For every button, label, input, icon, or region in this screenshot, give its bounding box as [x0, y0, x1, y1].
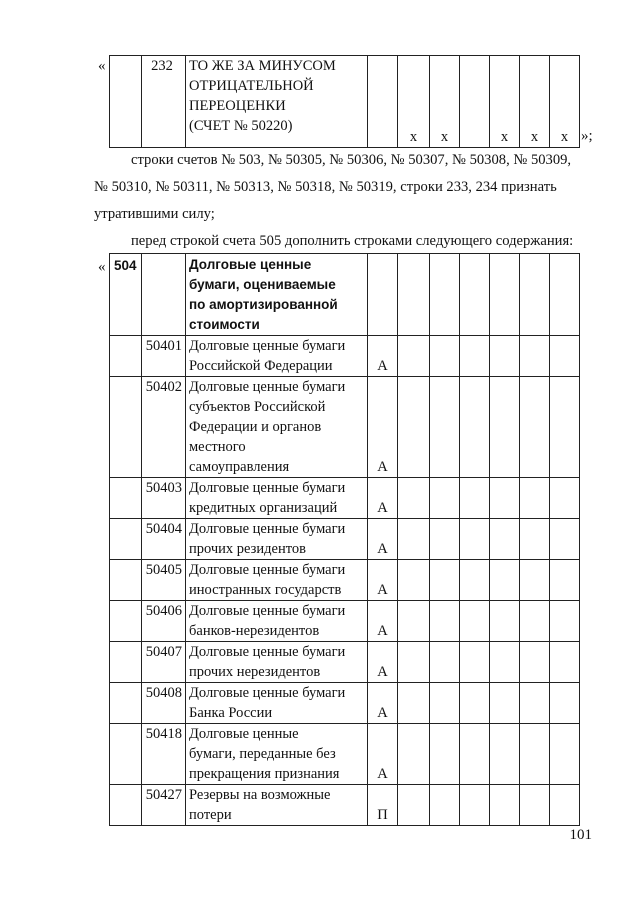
account-type: А [368, 601, 398, 642]
empty-cell [398, 519, 430, 560]
top-name-cell [186, 56, 368, 148]
empty-cell [398, 336, 430, 377]
top-table [109, 55, 580, 148]
row-empty-cell [110, 478, 142, 519]
table-row [110, 478, 580, 519]
empty-cell [520, 254, 550, 336]
empty-cell [520, 724, 550, 785]
row-empty-cell [110, 601, 142, 642]
empty-cell [460, 560, 490, 601]
table-row [110, 601, 580, 642]
account-name-line: самоуправления [189, 459, 290, 475]
account-type: А [368, 377, 398, 478]
empty-cell [550, 642, 580, 683]
main-table [109, 253, 580, 826]
paragraph-line: № 50310, № 50311, № 50313, № 50318, № 50319, строки 233, 234 признать [94, 179, 557, 195]
table-row [110, 724, 580, 785]
empty-cell [490, 519, 520, 560]
account-name-cell [186, 478, 368, 519]
account-code: 50407 [142, 642, 186, 683]
account-type: А [368, 560, 398, 601]
account-code: 50406 [142, 601, 186, 642]
empty-cell [430, 254, 460, 336]
empty-cell [398, 642, 430, 683]
close-quote-top: »; [581, 128, 593, 144]
account-name-cell [186, 785, 368, 826]
empty-cell [520, 560, 550, 601]
account-name-line: Долговые ценные [189, 726, 299, 742]
row-empty-cell [110, 519, 142, 560]
empty-cell [398, 724, 430, 785]
top-name-line: ТО ЖЕ ЗА МИНУСОМ [189, 58, 336, 74]
account-name-line: потери [189, 807, 232, 823]
empty-cell [430, 377, 460, 478]
open-quote-top: « [98, 58, 106, 74]
empty-cell [430, 683, 460, 724]
open-quote-main: « [98, 259, 106, 275]
account-code: 50418 [142, 724, 186, 785]
account-name-line: прекращения признания [189, 766, 340, 782]
top-cell: х [490, 56, 520, 148]
empty-cell [430, 785, 460, 826]
empty-cell [460, 724, 490, 785]
empty-cell [430, 601, 460, 642]
account-name-line: Банка России [189, 705, 273, 721]
page-number: 101 [569, 827, 592, 843]
header-name-line: стоимости [189, 317, 260, 332]
empty-cell [490, 478, 520, 519]
account-name-cell [186, 519, 368, 560]
empty-cell [520, 785, 550, 826]
empty-cell [520, 683, 550, 724]
account-name-cell [186, 642, 368, 683]
empty-cell [430, 642, 460, 683]
account-name-line: прочих резидентов [189, 541, 306, 557]
empty-cell [490, 336, 520, 377]
empty-cell [490, 642, 520, 683]
empty-cell [460, 642, 490, 683]
empty-cell [550, 478, 580, 519]
account-code: 50401 [142, 336, 186, 377]
header-empty-cell [142, 254, 186, 336]
header-type-cell [368, 254, 398, 336]
account-name-line: Долговые ценные бумаги [189, 521, 346, 537]
account-code: 50404 [142, 519, 186, 560]
table-row [110, 377, 580, 478]
account-code: 50408 [142, 683, 186, 724]
account-name-line: Долговые ценные бумаги [189, 379, 346, 395]
table-row [110, 519, 580, 560]
table-row [110, 336, 580, 377]
account-name-line: кредитных организаций [189, 500, 338, 516]
empty-cell [550, 601, 580, 642]
account-code: 50427 [142, 785, 186, 826]
empty-cell [430, 478, 460, 519]
account-name-line: Долговые ценные бумаги [189, 338, 346, 354]
account-name-line: прочих нерезидентов [189, 664, 321, 680]
account-name-line: местного [189, 439, 246, 455]
empty-cell [490, 724, 520, 785]
top-name-line: ОТРИЦАТЕЛЬНОЙ [189, 78, 314, 94]
paragraph-line: утратившими силу; [94, 206, 215, 222]
account-type: А [368, 519, 398, 560]
header-name-line: бумаги, оцениваемые [189, 277, 336, 292]
empty-cell [550, 560, 580, 601]
empty-cell [460, 254, 490, 336]
account-type: А [368, 642, 398, 683]
table-row [110, 683, 580, 724]
empty-cell [460, 336, 490, 377]
empty-cell [520, 519, 550, 560]
empty-cell [460, 377, 490, 478]
empty-cell [520, 336, 550, 377]
empty-cell [550, 724, 580, 785]
top-name-line: ПЕРЕОЦЕНКИ [189, 98, 286, 114]
top-code: 232 [151, 58, 173, 74]
top-cell: х [398, 56, 430, 148]
account-name-line: Российской Федерации [189, 358, 333, 374]
account-code: 50403 [142, 478, 186, 519]
account-name-line: банков-нерезидентов [189, 623, 320, 639]
empty-cell [460, 683, 490, 724]
account-name-line: Долговые ценные бумаги [189, 562, 346, 578]
header-name-line: по амортизированной [189, 297, 338, 312]
empty-cell [398, 601, 430, 642]
empty-cell [490, 785, 520, 826]
account-name-line: Федерации и органов [189, 419, 322, 435]
empty-cell [520, 377, 550, 478]
row-empty-cell [110, 785, 142, 826]
account-code: 50405 [142, 560, 186, 601]
table-header-row [110, 254, 580, 336]
empty-cell [550, 519, 580, 560]
account-name-line: бумаги, переданные без [189, 746, 336, 762]
top-cell: х [430, 56, 460, 148]
account-name-cell [186, 724, 368, 785]
empty-cell [398, 560, 430, 601]
empty-cell [550, 377, 580, 478]
header-name-line: Долговые ценные [189, 257, 312, 272]
account-type: А [368, 336, 398, 377]
account-type: А [368, 478, 398, 519]
top-cell [460, 56, 490, 148]
account-name-cell [186, 377, 368, 478]
account-name-line: Резервы на возможные [189, 787, 331, 803]
account-name-line: Долговые ценные бумаги [189, 685, 346, 701]
top-cell: х [550, 56, 580, 148]
empty-cell [430, 560, 460, 601]
account-name-line: Долговые ценные бумаги [189, 603, 346, 619]
empty-cell [490, 377, 520, 478]
account-name-line: субъектов Российской [189, 399, 326, 415]
empty-cell [550, 254, 580, 336]
empty-cell [398, 785, 430, 826]
row-empty-cell [110, 642, 142, 683]
empty-cell [490, 254, 520, 336]
top-cell: х [520, 56, 550, 148]
empty-cell [430, 336, 460, 377]
top-cell [368, 56, 398, 148]
header-code-cell [110, 254, 142, 336]
account-name-cell [186, 601, 368, 642]
table-row [110, 785, 580, 826]
account-name-line: Долговые ценные бумаги [189, 644, 346, 660]
empty-cell [460, 785, 490, 826]
empty-cell [520, 478, 550, 519]
empty-cell [490, 560, 520, 601]
empty-cell [398, 377, 430, 478]
top-code-cell [142, 56, 186, 148]
row-empty-cell [110, 336, 142, 377]
empty-cell [460, 601, 490, 642]
empty-cell [520, 642, 550, 683]
empty-cell [460, 519, 490, 560]
header-name-cell [186, 254, 368, 336]
row-empty-cell [110, 683, 142, 724]
header-code: 504 [114, 258, 137, 273]
account-type: П [368, 785, 398, 826]
empty-cell [550, 785, 580, 826]
paragraph-2: перед строкой счета 505 дополнить строками следующего содержания: [131, 233, 574, 249]
row-empty-cell [110, 560, 142, 601]
empty-cell [550, 683, 580, 724]
row-empty-cell [110, 377, 142, 478]
empty-cell [550, 336, 580, 377]
account-name-cell [186, 336, 368, 377]
empty-cell [490, 683, 520, 724]
empty-cell [398, 478, 430, 519]
paragraph-line: строки счетов № 503, № 50305, № 50306, № 50307, № 50308, № 50309, [131, 152, 572, 168]
account-name-line: Долговые ценные бумаги [189, 480, 346, 496]
table-row [110, 642, 580, 683]
table-row [110, 560, 580, 601]
account-type: А [368, 683, 398, 724]
account-name-cell [186, 683, 368, 724]
empty-cell [398, 683, 430, 724]
empty-cell [460, 478, 490, 519]
account-type: А [368, 724, 398, 785]
empty-cell [398, 254, 430, 336]
empty-cell [430, 519, 460, 560]
account-name-cell [186, 560, 368, 601]
top-empty-cell [110, 56, 142, 148]
empty-cell [520, 601, 550, 642]
row-empty-cell [110, 724, 142, 785]
top-name-line: (СЧЕТ № 50220) [189, 118, 293, 134]
empty-cell [430, 724, 460, 785]
empty-cell [490, 601, 520, 642]
account-name-line: иностранных государств [189, 582, 342, 598]
account-code: 50402 [142, 377, 186, 478]
